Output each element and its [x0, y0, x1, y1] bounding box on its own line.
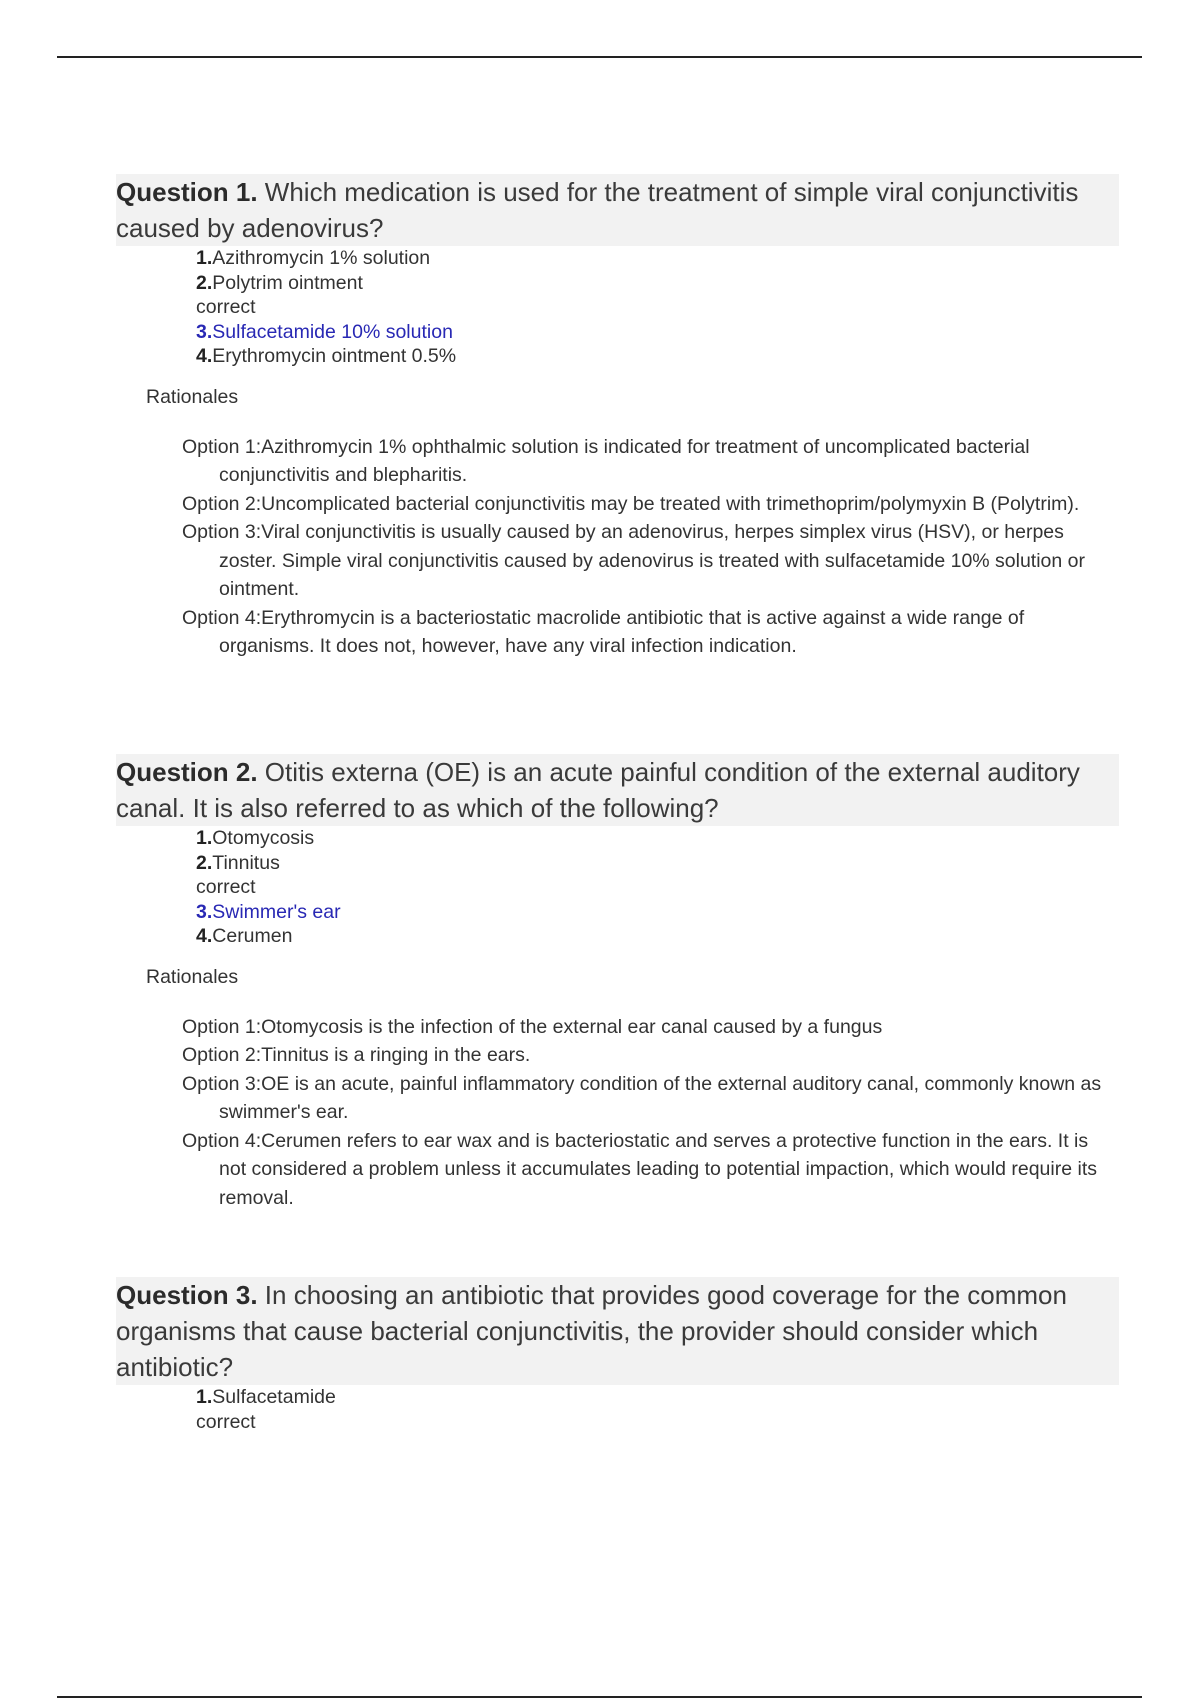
- rationale-item: Option 2:Tinnitus is a ringing in the ears.: [182, 1044, 531, 1066]
- answer-option[interactable]: 1.Otomycosis: [196, 827, 315, 849]
- answer-option[interactable]: 1.Azithromycin 1% solution: [196, 247, 431, 269]
- question-stem: [116, 1277, 1119, 1385]
- answer-options: [116, 246, 1119, 369]
- question-stem: [116, 754, 1119, 826]
- rationale-item: Option 4:Erythromycin is a bacteriostatic macrolide antibiotic that is active against a wide range of organisms. It does not, however, have any viral infection indication.: [182, 606, 1025, 657]
- question-label: Question 2.: [116, 757, 258, 787]
- question-text: In choosing an antibiotic that provides good coverage for the common organisms that cause bacterial conjunctivitis, the provider should consider which antibiotic?: [116, 1280, 1067, 1382]
- question-1: [116, 174, 1119, 661]
- question-3: [116, 1277, 1119, 1434]
- answer-option-correct[interactable]: 3.Sulfacetamide 10% solution: [196, 320, 453, 343]
- footer-rule: [57, 1696, 1142, 1698]
- rationale-item: Option 1:Azithromycin 1% ophthalmic solution is indicated for treatment of uncomplicated bacterial conjunctivitis and blepharitis.: [182, 435, 1030, 486]
- question-stem: [116, 174, 1119, 246]
- rationale-item: Option 4:Cerumen refers to ear wax and is bacteriostatic and serves a protective function in the ears. It is not considered a problem unless it accumulates leading to potential impaction, which would require its removal.: [182, 1129, 1097, 1209]
- rationale-item: Option 1:Otomycosis is the infection of the external ear canal caused by a fungus: [182, 1015, 883, 1038]
- rationale-item: Option 2:Uncomplicated bacterial conjunctivitis may be treated with trimethoprim/polymyxin B (Polytrim).: [182, 492, 1080, 515]
- question-label: Question 1.: [116, 177, 258, 207]
- answer-option[interactable]: 2.Polytrim ointment: [196, 271, 363, 294]
- rationale-list: [182, 1013, 1112, 1213]
- answer-options: [116, 1385, 1119, 1434]
- answer-option[interactable]: 4.Cerumen: [196, 925, 293, 947]
- answer-option-correct[interactable]: 3.Swimmer's ear: [196, 900, 341, 923]
- rationale-list: [182, 433, 1112, 661]
- rationales-heading: Rationales: [146, 385, 239, 408]
- answer-options: [116, 826, 1119, 949]
- question-label: Question 3.: [116, 1280, 258, 1310]
- rationales-heading: Rationales: [146, 965, 239, 988]
- question-2: [116, 754, 1119, 1212]
- answer-option[interactable]: 4.Erythromycin ointment 0.5%: [196, 345, 457, 367]
- answer-option[interactable]: 2.Tinnitus: [196, 851, 280, 874]
- header-rule: [57, 56, 1142, 58]
- question-text: Which medication is used for the treatment of simple viral conjunctivitis caused by adenovirus?: [116, 177, 1079, 243]
- rationale-item: Option 3:Viral conjunctivitis is usually caused by an adenovirus, herpes simplex virus (HSV), or herpes zoster. Simple viral conjunctivitis caused by adenovirus is treated with sulfacetamide 10% solution or ointment.: [182, 521, 1086, 600]
- rationale-item: Option 3:OE is an acute, painful inflammatory condition of the external auditory canal, commonly known as swimmer's ear.: [182, 1072, 1102, 1123]
- question-text: Otitis externa (OE) is an acute painful condition of the external auditory canal. It is also referred to as which of the following?: [116, 757, 1080, 823]
- answer-option[interactable]: 1.Sulfacetamide: [196, 1386, 336, 1408]
- correct-marker: correct: [196, 876, 256, 898]
- correct-marker: correct: [196, 296, 256, 318]
- correct-marker: correct: [196, 1410, 256, 1433]
